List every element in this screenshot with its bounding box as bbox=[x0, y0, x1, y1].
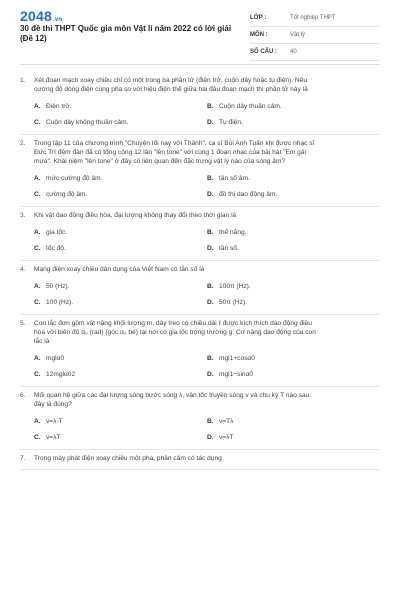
answer-option[interactable] bbox=[34, 280, 207, 292]
question-line bbox=[20, 148, 380, 157]
option-key: C. bbox=[34, 298, 41, 306]
option-text: mglα0 bbox=[46, 354, 65, 362]
answer-options bbox=[20, 100, 380, 128]
question-text: Mạng điện xoay chiều dân dụng của Việt Nam có tần số là bbox=[34, 266, 205, 273]
question-item bbox=[20, 207, 380, 261]
option-text: gia tốc. bbox=[46, 228, 68, 236]
answer-option[interactable] bbox=[34, 188, 207, 200]
question-line bbox=[20, 337, 380, 346]
question-number bbox=[20, 85, 34, 94]
question-line bbox=[20, 391, 380, 400]
meta-value: Tốt nghiệp THPT bbox=[290, 15, 336, 21]
meta-label: SỐ CÂU : bbox=[250, 49, 277, 55]
question-number: 4. bbox=[20, 266, 26, 273]
question-number bbox=[20, 328, 34, 337]
question-number: 3. bbox=[20, 212, 26, 219]
answer-option[interactable] bbox=[34, 296, 207, 308]
option-text: Cuộn dây không thuần cảm. bbox=[46, 118, 129, 126]
option-key: A. bbox=[34, 102, 41, 110]
answer-options bbox=[20, 172, 380, 200]
question-text: Khi vật dao động điều hòa, đại lượng không thay đổi theo thời gian là bbox=[34, 212, 237, 219]
option-text: v=λT bbox=[46, 433, 61, 441]
answer-option[interactable] bbox=[34, 415, 207, 427]
question-item bbox=[20, 135, 380, 207]
option-text: v=λ·T bbox=[46, 417, 63, 425]
option-key: D. bbox=[207, 433, 214, 441]
question-text: cường độ dòng điện cùng pha so với hiệu điện thế giữa hai đầu đoạn mạch thì phần tử này là bbox=[34, 86, 308, 93]
option-key: A. bbox=[34, 228, 41, 236]
option-key: B. bbox=[207, 174, 214, 182]
question-line bbox=[20, 76, 380, 85]
option-text: mgl1−sinα0 bbox=[219, 370, 254, 378]
question-list bbox=[20, 72, 380, 470]
answer-option[interactable] bbox=[207, 116, 380, 128]
option-key: C. bbox=[34, 370, 41, 378]
answer-option[interactable] bbox=[207, 352, 380, 364]
option-text: cường độ âm. bbox=[46, 190, 88, 198]
answer-option[interactable] bbox=[207, 242, 380, 254]
option-text: tần số. bbox=[219, 244, 239, 252]
question-line bbox=[20, 139, 380, 148]
answer-option[interactable] bbox=[207, 431, 380, 443]
question-item bbox=[20, 261, 380, 315]
question-text: Trong tập 11 của chương trình "Chuyện tối nay với Thành", ca sĩ Bùi Anh Tuấn khi được nhạc sĩ bbox=[34, 140, 315, 147]
question-item bbox=[20, 315, 380, 387]
answer-options bbox=[20, 226, 380, 254]
meta-label: LỚP : bbox=[250, 15, 267, 21]
option-text: v=λT bbox=[219, 433, 234, 441]
question-number bbox=[20, 148, 34, 157]
option-text: 100 (Hz). bbox=[46, 298, 74, 306]
option-key: D. bbox=[207, 118, 214, 126]
answer-option[interactable] bbox=[34, 431, 207, 443]
answer-option[interactable] bbox=[34, 226, 207, 238]
option-key: C. bbox=[34, 244, 41, 252]
option-text: mức cường độ âm. bbox=[46, 174, 103, 182]
exam-meta bbox=[250, 10, 380, 61]
option-text: 12mglα02 bbox=[46, 370, 76, 378]
meta-row-class bbox=[250, 10, 380, 27]
answer-options bbox=[20, 280, 380, 308]
answer-option[interactable] bbox=[207, 296, 380, 308]
option-key: D. bbox=[207, 244, 214, 252]
meta-label: MÔN : bbox=[250, 32, 268, 38]
option-text: thế năng. bbox=[219, 228, 247, 236]
option-key: B. bbox=[207, 228, 214, 236]
question-number: 6. bbox=[20, 392, 26, 399]
question-number bbox=[20, 337, 34, 346]
answer-option[interactable] bbox=[34, 352, 207, 364]
answer-option[interactable] bbox=[207, 415, 380, 427]
option-key: C. bbox=[34, 118, 41, 126]
option-text: Cuộn dây thuần cảm. bbox=[219, 102, 282, 110]
answer-options bbox=[20, 352, 380, 380]
question-text: mưa". Khái niệm "lên tone" ở đây có liên quan đến đặc trưng vật lý nào của sóng âm? bbox=[34, 158, 286, 165]
question-item bbox=[20, 72, 380, 135]
option-key: A. bbox=[34, 417, 41, 425]
question-item bbox=[20, 450, 380, 470]
question-line bbox=[20, 265, 380, 274]
question-text: Con lắc đơn gồm vật nặng khối lượng m, dây treo có chiều dài ℓ được kích thích dao động điều bbox=[34, 320, 312, 327]
option-key: B. bbox=[207, 417, 214, 425]
option-text: Tụ điện. bbox=[219, 118, 243, 126]
meta-row-count bbox=[250, 44, 380, 61]
question-text: Trong máy phát điện xoay chiều một pha, phần cảm có tác dụng bbox=[34, 455, 222, 462]
option-text: 50π (Hz). bbox=[219, 298, 247, 306]
option-key: B. bbox=[207, 102, 214, 110]
question-line bbox=[20, 319, 380, 328]
question-text: Đức Trí đệm đàn đã có tổng cộng 12 lần "lên tone" với cùng 1 đoạn nhạc của bài hát "Em gái bbox=[34, 149, 306, 156]
question-line bbox=[20, 328, 380, 337]
question-text: đây là đúng? bbox=[34, 401, 72, 408]
question-line bbox=[20, 454, 380, 463]
site-logo[interactable]: 2048.vn bbox=[20, 8, 63, 24]
answer-option[interactable] bbox=[34, 172, 207, 184]
option-text: đồ thị dao động âm. bbox=[219, 190, 278, 198]
answer-option[interactable] bbox=[207, 280, 380, 292]
answer-option[interactable] bbox=[207, 226, 380, 238]
question-text: Xét đoạn mạch xoay chiều chỉ có một trong ba phần tử (điện trở, cuộn dây hoặc tụ điện). Nếu bbox=[34, 77, 308, 84]
option-key: C. bbox=[34, 433, 41, 441]
meta-value: 40 bbox=[290, 49, 297, 55]
option-text: 100π (Hz). bbox=[219, 282, 251, 290]
option-key: D. bbox=[207, 190, 214, 198]
option-text: 50 (Hz). bbox=[46, 282, 70, 290]
question-number: 2. bbox=[20, 140, 26, 147]
option-text: tốc độ. bbox=[46, 244, 66, 252]
question-line bbox=[20, 157, 380, 166]
answer-option[interactable] bbox=[207, 172, 380, 184]
answer-option[interactable] bbox=[207, 368, 380, 380]
question-text: Mối quan hệ giữa các đại lượng sóng bước sóng λ, vận tốc truyền sóng v và chu kỳ T nào sau bbox=[34, 392, 310, 399]
option-text: tần số âm. bbox=[219, 174, 250, 182]
option-key: D. bbox=[207, 298, 214, 306]
option-text: v=Tλ bbox=[219, 417, 234, 425]
answer-option[interactable] bbox=[34, 368, 207, 380]
question-text: lắc là bbox=[34, 338, 50, 345]
question-number: 5. bbox=[20, 320, 26, 327]
question-item bbox=[20, 387, 380, 450]
exam-title bbox=[20, 24, 240, 44]
answer-option[interactable] bbox=[34, 116, 207, 128]
question-number: 1. bbox=[20, 77, 26, 84]
option-key: A. bbox=[34, 174, 41, 182]
question-number bbox=[20, 400, 34, 409]
answer-option[interactable] bbox=[207, 100, 380, 112]
question-line bbox=[20, 400, 380, 409]
meta-value: Vật lý bbox=[290, 32, 306, 38]
option-key: A. bbox=[34, 282, 41, 290]
exam-title-line: (Đề 12) bbox=[20, 34, 47, 43]
answer-option[interactable] bbox=[34, 100, 207, 112]
question-line bbox=[20, 85, 380, 94]
meta-row-subject bbox=[250, 27, 380, 44]
option-key: A. bbox=[34, 354, 41, 362]
option-key: D. bbox=[207, 370, 214, 378]
header-divider bbox=[20, 64, 380, 65]
question-line bbox=[20, 211, 380, 220]
option-key: B. bbox=[207, 354, 214, 362]
answer-option[interactable] bbox=[207, 188, 380, 200]
question-text: hòa với biên độ α₀ (rad) (góc α₀ bé) tại nơi có gia tốc trọng trường g. Cơ năng dao động của con bbox=[34, 329, 316, 336]
option-text: Điện trở. bbox=[46, 102, 72, 110]
answer-option[interactable] bbox=[34, 242, 207, 254]
option-key: B. bbox=[207, 282, 214, 290]
page-header bbox=[0, 0, 400, 60]
question-number: 7. bbox=[20, 455, 26, 462]
answer-options bbox=[20, 415, 380, 443]
option-text: mgl1+cosα0 bbox=[219, 354, 255, 362]
question-number bbox=[20, 157, 34, 166]
option-key: C. bbox=[34, 190, 41, 198]
exam-title-line: 30 đề thi THPT Quốc gia môn Vật lí năm 2022 có lời giải bbox=[20, 24, 232, 33]
